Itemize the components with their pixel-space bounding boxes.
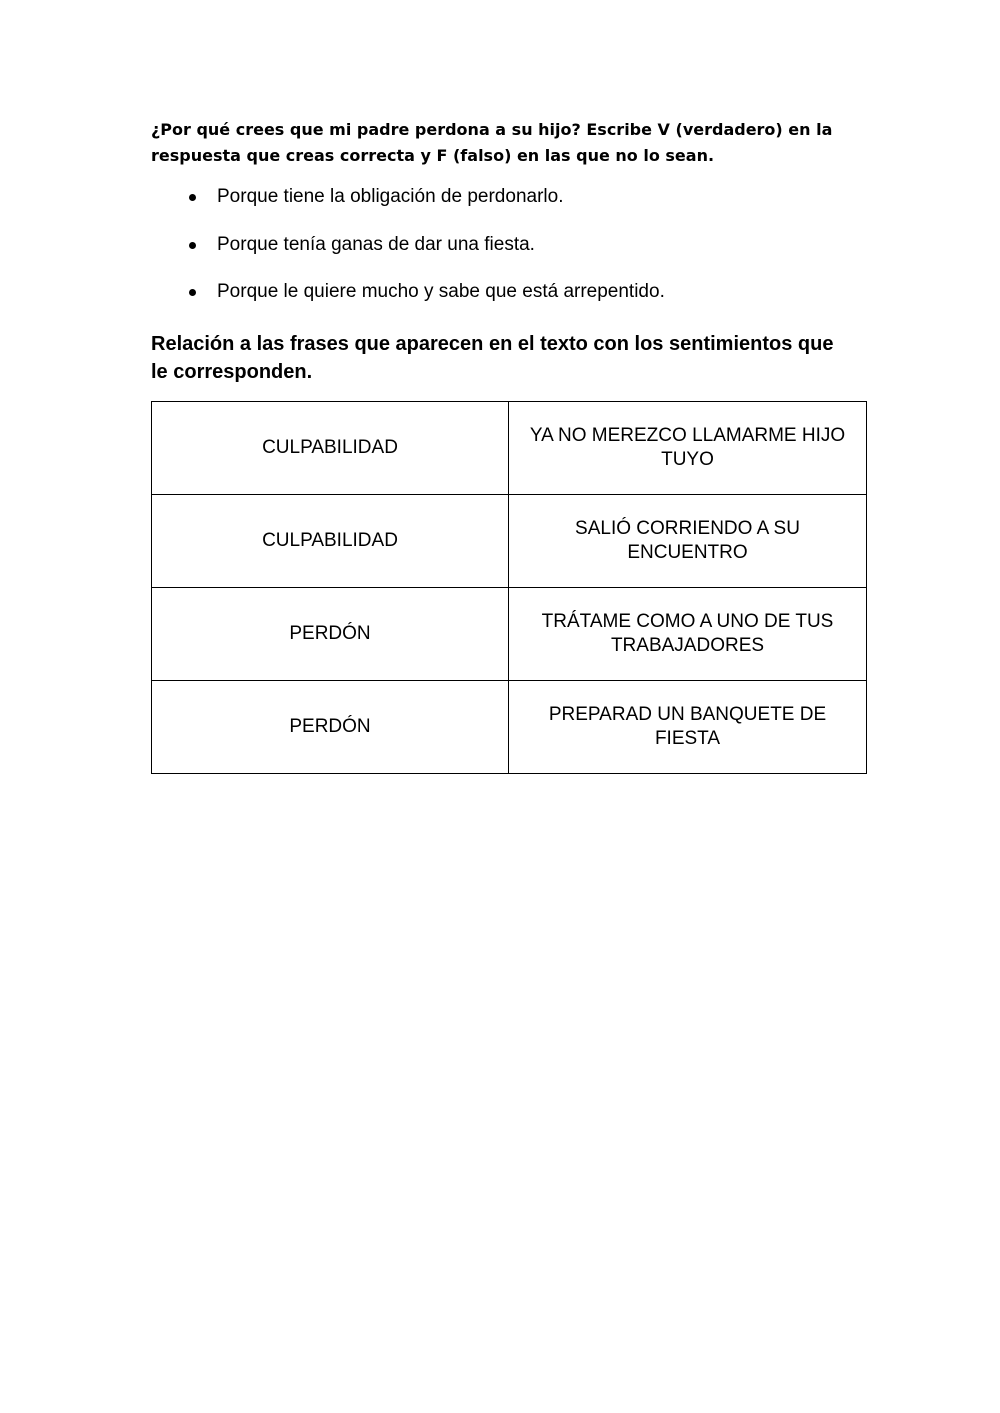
phrase-cell[interactable]: SALIÓ CORRIENDO A SU ENCUENTRO [509, 495, 867, 588]
feeling-cell[interactable]: CULPABILIDAD [152, 495, 509, 588]
answer-option[interactable] [151, 183, 665, 231]
answer-option[interactable] [151, 278, 665, 326]
feeling-cell[interactable]: CULPABILIDAD [152, 402, 509, 495]
question-2-text: Relación a las frases que aparecen en el texto con los sentimientos que le corresponden. [151, 333, 834, 383]
feeling-cell[interactable]: PERDÓN [152, 588, 509, 681]
bullet-icon [189, 242, 196, 249]
matching-table [151, 401, 867, 774]
answer-option-label: Porque tiene la obligación de perdonarlo. [217, 186, 564, 207]
bullet-icon [189, 289, 196, 296]
table-row [152, 495, 867, 588]
answer-option-label: Porque tenía ganas de dar una fiesta. [217, 233, 535, 255]
answer-options-list [151, 183, 665, 326]
table-row [152, 402, 867, 495]
phrase-cell[interactable]: PREPARAD UN BANQUETE DE FIESTA [509, 681, 867, 774]
feeling-cell[interactable]: PERDÓN [152, 681, 509, 774]
table-row [152, 588, 867, 681]
phrase-cell[interactable]: TRÁTAME COMO A UNO DE TUS TRABAJADORES [509, 588, 867, 681]
bullet-icon [189, 194, 196, 201]
answer-option[interactable] [151, 231, 665, 279]
phrase-cell[interactable]: YA NO MEREZCO LLAMARME HIJO TUYO [509, 402, 867, 495]
answer-option-label: Porque le quiere mucho y sabe que está arrepentido. [217, 281, 665, 302]
table-row [152, 681, 867, 774]
question-1-text: ¿Por qué crees que mi padre perdona a su hijo? Escribe V (verdadero) en la respuesta que creas correcta y F (falso) en las que no lo sean. [151, 120, 833, 165]
